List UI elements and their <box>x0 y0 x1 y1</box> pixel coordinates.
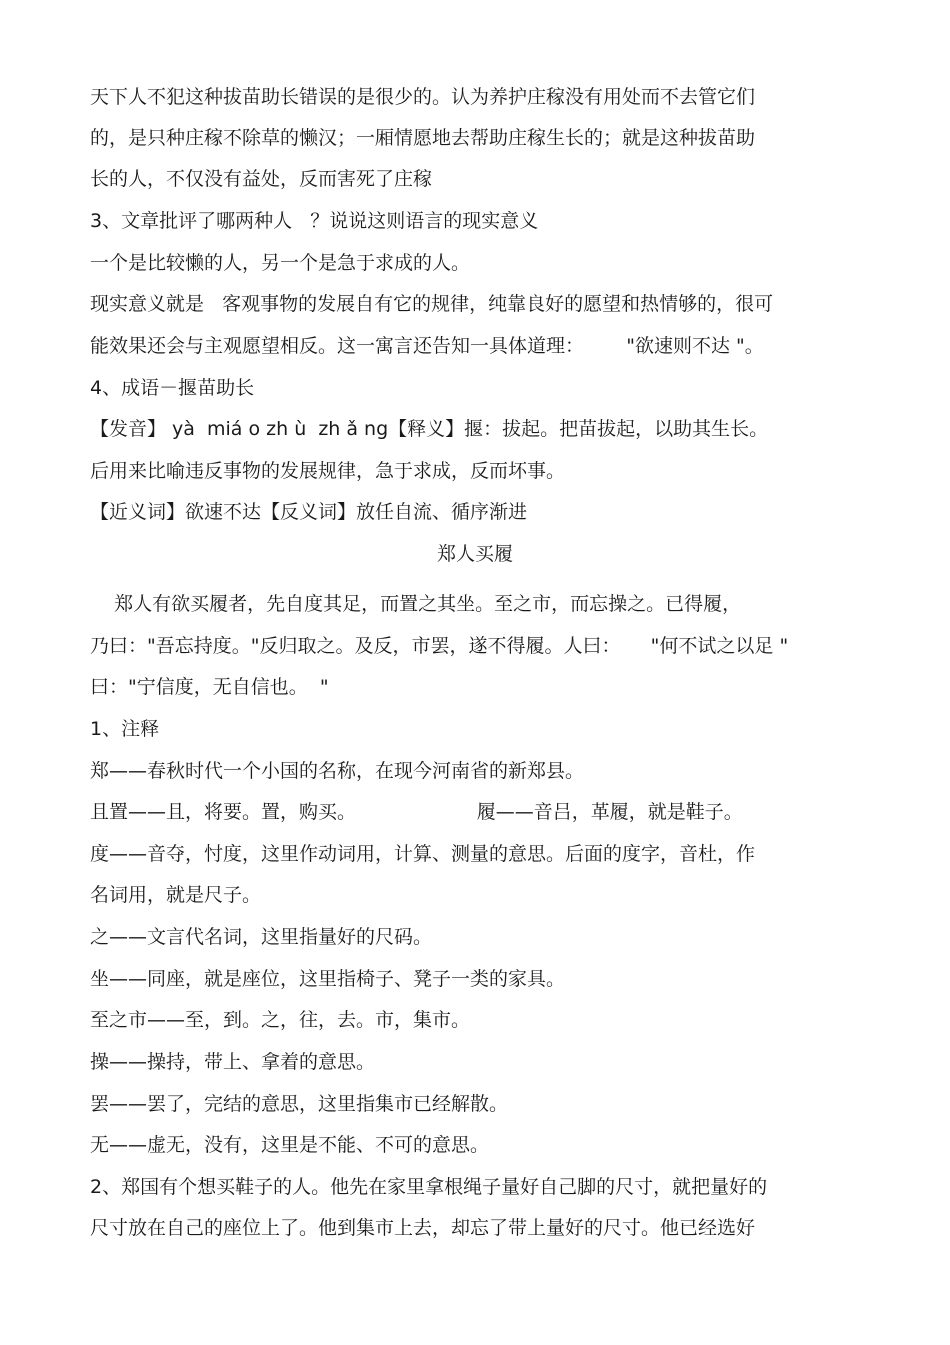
text-line: 郑人有欲买履者，先自度其足，而置之其坐。至之市，而忘操之。已得履， <box>90 593 742 615</box>
text-line: 2、郑国有个想买鞋子的人。他先在家里拿根绳子量好自己脚的尺寸，就把量好的 <box>90 1176 768 1198</box>
text-line: 后用来比喻违反事物的发展规律，急于求成，反而坏事。 <box>90 460 566 482</box>
text-line: 的，是只种庄稼不除草的懒汉；一厢情愿地去帮助庄稼生长的；就是这种拔苗助 <box>90 127 756 149</box>
annotation-line: 至之市——至，到。之，往，去。市，集市。 <box>90 1009 471 1031</box>
section-title: 郑人买履 <box>436 543 513 565</box>
annotation-line: 郑——春秋时代一个小国的名称，在现今河南省的新郑县。 <box>90 760 585 782</box>
annotation-line: 度——音夺，忖度，这里作动词用，计算、测量的意思。后面的度字，音杜，作 <box>90 843 756 865</box>
annotation-line: 之——文言代名词，这里指量好的尺码。 <box>90 926 433 948</box>
annotation-line: 操——操持，带上、拿着的意思。 <box>90 1051 376 1073</box>
text-line: 天下人不犯这种拔苗助长错误的是很少的。认为养护庄稼没有用处而不去管它们 <box>90 86 756 108</box>
text-line: 一个是比较懒的人，另一个是急于求成的人。 <box>90 252 471 274</box>
annotation-line: 无——虚无，没有，这里是不能、不可的意思。 <box>90 1134 490 1156</box>
text-line: 现实意义就是 客观事物的发展自有它的规律，纯靠良好的愿望和热情够的，很可 <box>90 293 774 315</box>
annotation-line: 罢——罢了，完结的意思，这里指集市已经解散。 <box>90 1093 509 1115</box>
text-line: 能效果还会与主观愿望相反。这一寓言还告知一具体道理： "欲速则不达 "。 <box>90 335 764 357</box>
annotation-line: 名词用，就是尺子。 <box>90 884 262 906</box>
question-heading: 1、注释 <box>90 718 160 740</box>
text-line: 曰："宁信度，无自信也。 " <box>90 676 329 698</box>
text-line: 【近义词】欲速不达【反义词】放任自流、循序渐进 <box>90 501 528 523</box>
text-line: 【发音】 yà miá o zh ù zh ǎ ng【释义】揠：拔起。把苗拔起，以助其生长。 <box>90 418 769 440</box>
text-line: 尺寸放在自己的座位上了。他到集市上去，却忘了带上量好的尺寸。他已经选好 <box>90 1217 756 1239</box>
annotation-line: 且置——且，将要。置，购买。 履——音吕，革履，就是鞋子。 <box>90 801 743 823</box>
question-heading: 3、文章批评了哪两种人 ？说说这则语言的现实意义 <box>90 210 539 232</box>
text-line: 长的人，不仅没有益处，反而害死了庄稼 <box>90 168 433 190</box>
text-line: 乃曰："吾忘持度。"反归取之。及反，市罢，遂不得履。人曰： "何不试之以足 " <box>90 635 789 657</box>
question-heading: 4、成语－揠苗助长 <box>90 377 255 399</box>
annotation-line: 坐——同座，就是座位，这里指椅子、凳子一类的家具。 <box>90 968 566 990</box>
